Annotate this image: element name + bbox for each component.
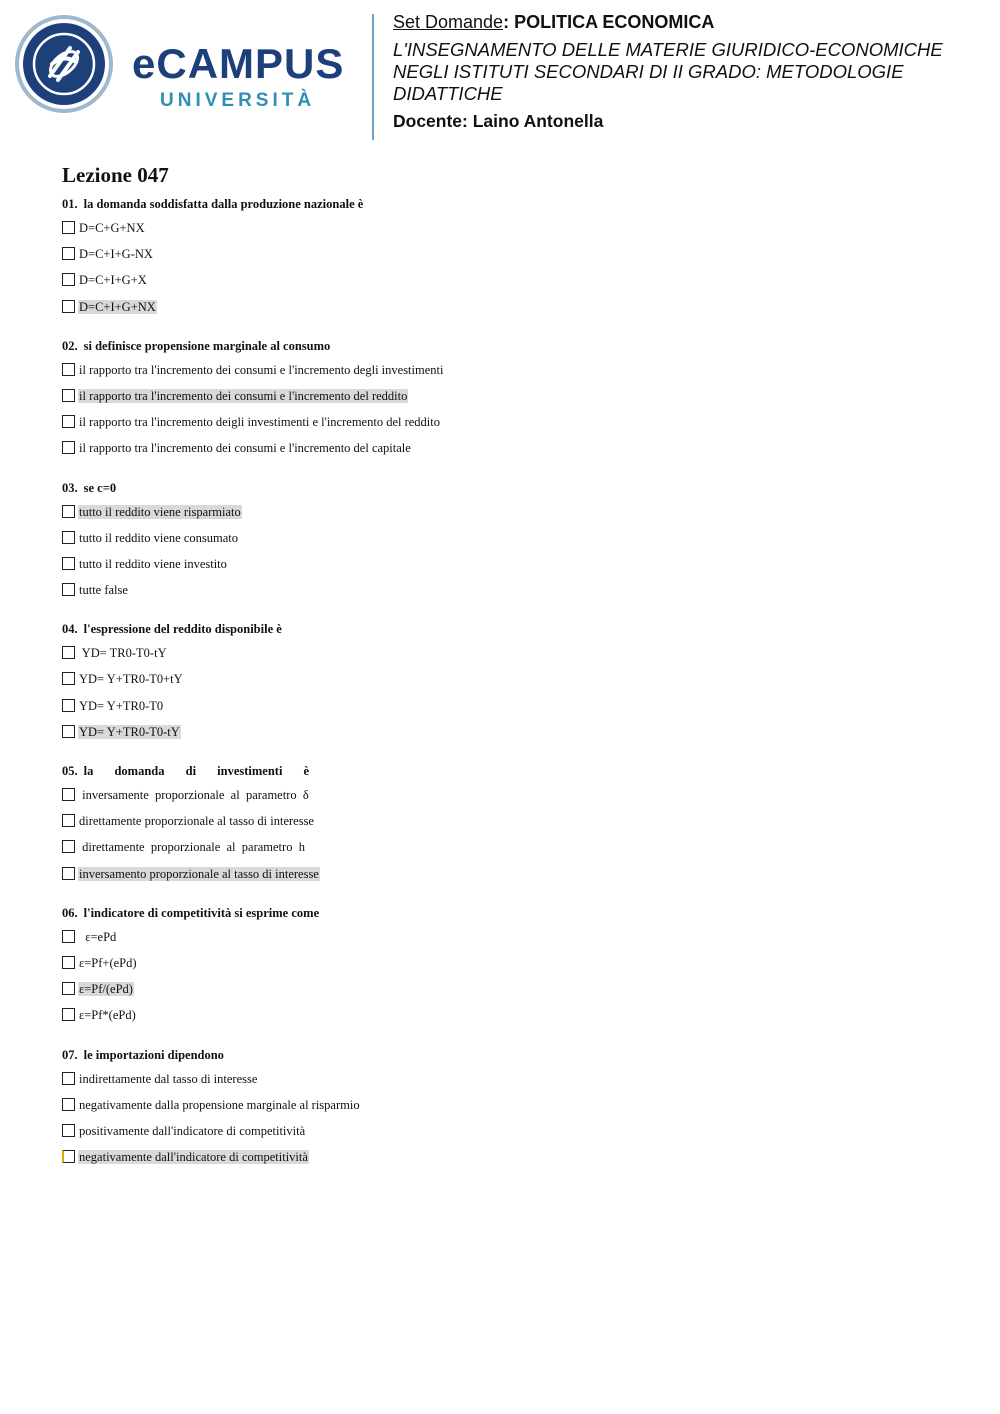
answer-option[interactable] xyxy=(62,1098,942,1124)
answer-checkbox[interactable] xyxy=(62,583,75,596)
question-heading xyxy=(62,1047,942,1063)
set-title xyxy=(393,12,983,33)
answer-option[interactable] xyxy=(62,363,942,389)
correct-answer-label: ε=Pf/(ePd) xyxy=(79,982,133,997)
correct-answer-label: D=C+I+G+NX xyxy=(79,299,156,314)
answer-label: positivamente dall'indicatore di competitività xyxy=(79,1123,306,1138)
answer-option[interactable] xyxy=(62,646,942,672)
answer-checkbox[interactable] xyxy=(62,247,75,260)
question-text: la domanda soddisfatta dalla produzione nazionale è xyxy=(83,197,364,211)
answer-option[interactable] xyxy=(62,583,942,609)
answer-checkbox[interactable] xyxy=(62,389,75,402)
answer-label: il rapporto tra l'incremento dei consumi e l'incremento degli investimenti xyxy=(79,362,444,377)
question-number: 03. xyxy=(62,480,78,495)
question-number: 05. xyxy=(62,764,78,778)
answer-label: negativamente dalla propensione marginale al risparmio xyxy=(79,1097,360,1112)
answer-label: tutte false xyxy=(79,583,128,598)
logo-subtitle: UNIVERSITÀ xyxy=(160,90,316,111)
answer-option[interactable] xyxy=(62,505,942,531)
answer-checkbox[interactable] xyxy=(62,1124,75,1137)
answer-option[interactable] xyxy=(62,982,942,1008)
answer-checkbox[interactable] xyxy=(62,557,75,570)
answer-option[interactable] xyxy=(62,814,942,840)
answer-option[interactable] xyxy=(62,531,942,557)
teacher-name: Docente: Laino Antonella xyxy=(393,111,604,131)
answer-option[interactable] xyxy=(62,1150,942,1176)
set-value: : POLITICA ECONOMICA xyxy=(503,12,715,32)
answer-label: YD= Y+TR0-T0+tY xyxy=(79,672,183,687)
question-heading xyxy=(62,621,942,637)
course-title-line: L'INSEGNAMENTO DELLE MATERIE GIURIDICO-ECONOMICHE xyxy=(393,39,943,60)
university-seal-icon xyxy=(14,14,114,114)
question-number: 04. xyxy=(62,622,78,637)
correct-answer-label: il rapporto tra l'incremento dei consumi e l'incremento del reddito xyxy=(79,388,408,403)
answer-option[interactable] xyxy=(62,867,942,893)
correct-answer-label: YD= Y+TR0-T0-tY xyxy=(79,724,180,739)
question-block xyxy=(62,480,942,610)
answer-checkbox[interactable] xyxy=(62,363,75,376)
answer-checkbox[interactable] xyxy=(62,814,75,827)
answer-label: ε=ePd xyxy=(79,929,117,944)
answer-checkbox[interactable] xyxy=(62,725,75,738)
answer-checkbox[interactable] xyxy=(62,273,75,286)
correct-answer-label: negativamente dall'indicatore di competitività xyxy=(79,1150,308,1165)
answer-option[interactable] xyxy=(62,221,942,247)
answer-label: tutto il reddito viene consumato xyxy=(79,530,238,545)
question-set xyxy=(62,162,942,1188)
answer-checkbox[interactable] xyxy=(62,1098,75,1111)
correct-answer-label: inversamento proporzionale al tasso di interesse xyxy=(79,866,319,881)
answer-checkbox[interactable] xyxy=(62,531,75,544)
question-block xyxy=(62,905,942,1035)
answer-option[interactable] xyxy=(62,389,942,415)
answer-label: ε=Pf+(ePd) xyxy=(79,955,137,970)
answer-label: tutto il reddito viene investito xyxy=(79,556,227,571)
header-divider xyxy=(372,14,374,140)
question-text: si definisce propensione marginale al consumo xyxy=(83,338,331,353)
answer-label: D=C+I+G-NX xyxy=(79,247,153,262)
question-heading xyxy=(62,196,942,212)
answer-checkbox[interactable] xyxy=(62,867,75,880)
answer-checkbox[interactable] xyxy=(62,1008,75,1021)
answer-label: inversamente proporzionale al parametro δ xyxy=(79,788,309,802)
question-list xyxy=(62,196,942,1176)
answer-option[interactable] xyxy=(62,930,942,956)
logo-wordmark: eCAMPUS xyxy=(132,40,345,87)
answer-option[interactable] xyxy=(62,1008,942,1034)
question-heading xyxy=(62,905,942,921)
question-block xyxy=(62,1047,942,1177)
answer-label: direttamente proporzionale al tasso di interesse xyxy=(79,814,314,829)
question-block xyxy=(62,196,942,326)
answer-checkbox[interactable] xyxy=(62,441,75,454)
answer-label: D=C+G+NX xyxy=(79,221,145,235)
answer-option[interactable] xyxy=(62,1072,942,1098)
answer-option[interactable] xyxy=(62,699,942,725)
page-header xyxy=(0,0,1000,150)
answer-option[interactable] xyxy=(62,247,942,273)
question-text: la domanda di investimenti è xyxy=(83,764,310,778)
answer-checkbox[interactable] xyxy=(62,505,75,518)
answer-checkbox[interactable] xyxy=(62,699,75,712)
ecampus-logo xyxy=(14,14,360,118)
answer-option[interactable] xyxy=(62,956,942,982)
answer-label: il rapporto tra l'incremento deigli investimenti e l'incremento del reddito xyxy=(79,415,440,430)
answer-label: direttamente proporzionale al parametro h xyxy=(79,840,305,855)
question-number: 07. xyxy=(62,1047,78,1062)
answer-checkbox[interactable] xyxy=(62,840,75,853)
answer-option[interactable] xyxy=(62,557,942,583)
answer-option[interactable] xyxy=(62,300,942,326)
question-block xyxy=(62,338,942,468)
question-text: le importazioni dipendono xyxy=(83,1047,224,1062)
answer-option[interactable] xyxy=(62,672,942,698)
course-title xyxy=(393,39,983,105)
question-block xyxy=(62,621,942,751)
question-text: l'indicatore di competitività si esprime come xyxy=(83,905,320,920)
answer-label: ε=Pf*(ePd) xyxy=(79,1008,136,1023)
course-title-line: NEGLI ISTITUTI SECONDARI DI II GRADO: METODOLOGIE xyxy=(393,61,904,82)
answer-label: il rapporto tra l'incremento dei consumi e l'incremento del capitale xyxy=(79,441,411,456)
question-text: se c=0 xyxy=(83,480,117,495)
answer-option[interactable] xyxy=(62,1124,942,1150)
answer-checkbox[interactable] xyxy=(62,982,75,995)
answer-label: indirettamente dal tasso di interesse xyxy=(79,1071,258,1086)
answer-option[interactable] xyxy=(62,725,942,751)
answer-checkbox[interactable] xyxy=(62,1150,75,1163)
answer-option[interactable] xyxy=(62,840,942,866)
question-heading xyxy=(62,480,942,496)
lesson-title: Lezione 047 xyxy=(62,163,169,187)
answer-checkbox[interactable] xyxy=(62,646,75,659)
set-label: Set Domande xyxy=(393,12,504,32)
answer-checkbox[interactable] xyxy=(62,956,75,969)
question-block xyxy=(62,763,942,893)
answer-option[interactable] xyxy=(62,441,942,467)
question-heading xyxy=(62,338,942,354)
answer-label: D=C+I+G+X xyxy=(79,273,147,288)
correct-answer-label: tutto il reddito viene risparmiato xyxy=(79,504,241,519)
question-heading xyxy=(62,763,942,779)
answer-option[interactable] xyxy=(62,273,942,299)
answer-checkbox[interactable] xyxy=(62,415,75,428)
question-number: 06. xyxy=(62,905,78,920)
course-title-line: DIDATTICHE xyxy=(393,83,503,104)
answer-checkbox[interactable] xyxy=(62,788,75,801)
answer-checkbox[interactable] xyxy=(62,300,75,313)
answer-label: YD= Y+TR0-T0 xyxy=(79,698,164,713)
answer-checkbox[interactable] xyxy=(62,1072,75,1085)
answer-option[interactable] xyxy=(62,415,942,441)
answer-option[interactable] xyxy=(62,788,942,814)
header-text xyxy=(393,12,983,132)
answer-checkbox[interactable] xyxy=(62,930,75,943)
question-text: l'espressione del reddito disponibile è xyxy=(83,622,282,637)
answer-checkbox[interactable] xyxy=(62,672,75,685)
answer-checkbox[interactable] xyxy=(62,221,75,234)
answer-label: YD= TR0-T0-tY xyxy=(79,646,167,661)
question-number: 01. xyxy=(62,197,78,211)
question-number: 02. xyxy=(62,338,78,353)
